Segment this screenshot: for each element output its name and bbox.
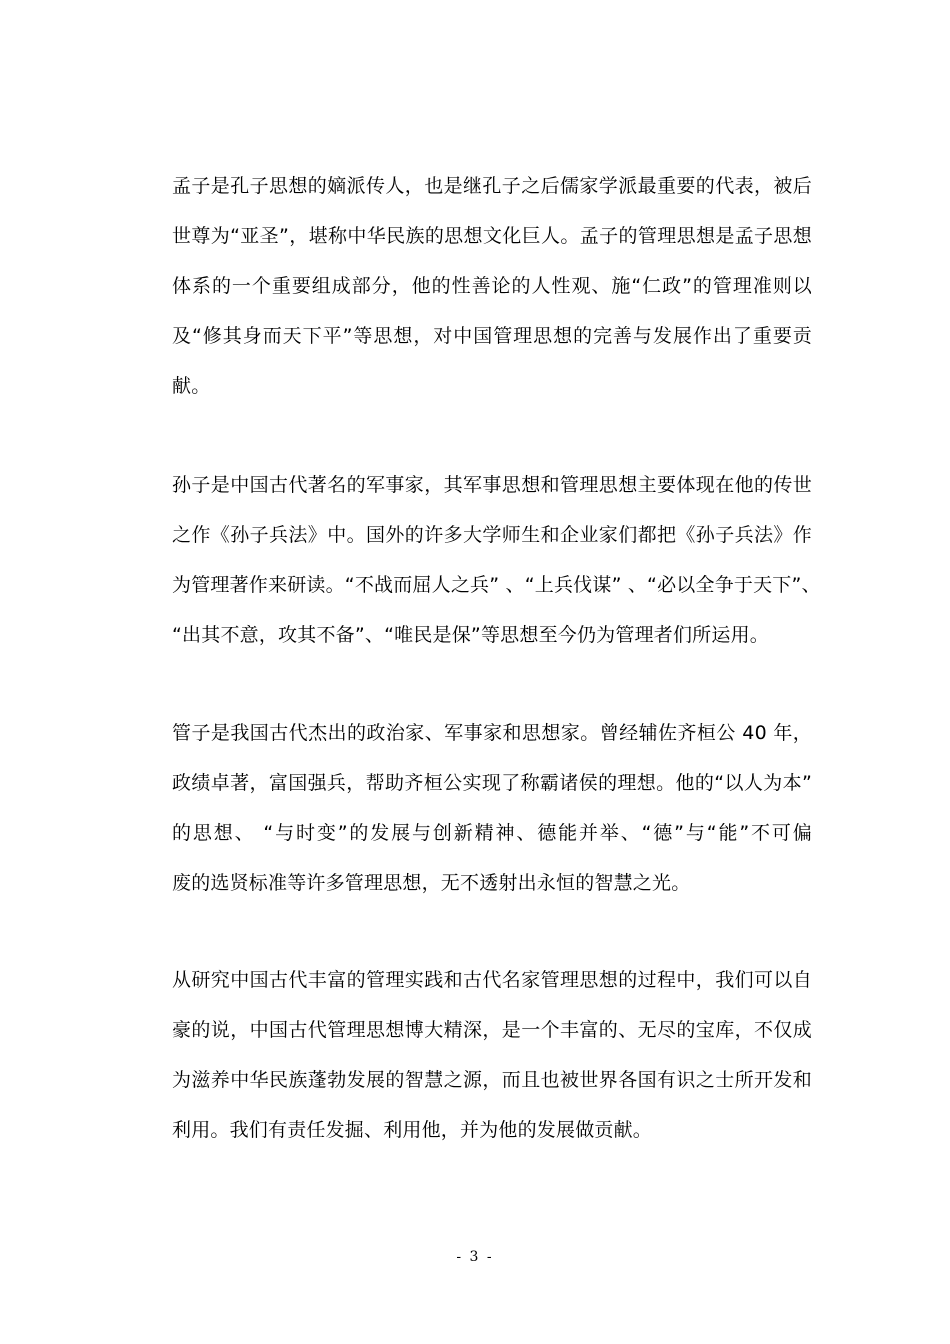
text-line: 废的选贤标准等许多管理思想，无不透射出永恒的智慧之光。 — [172, 872, 691, 894]
text-line: “出其不意，攻其不备”、“唯民是保”等思想至今仍为管理者们所运用。 — [172, 624, 769, 646]
paragraph-conclusion — [172, 955, 812, 1155]
text-line: 献。 — [172, 375, 211, 397]
paragraph-sunzi — [172, 460, 821, 660]
text-line: 的思想、 “与时变”的发展与创新精神、德能并举、“德”与“能”不可偏 — [172, 822, 812, 844]
text-line: 孟子是孔子思想的嫡派传人，也是继孔子之后儒家学派最重要的代表，被后 — [172, 175, 812, 197]
text-line: 豪的说，中国古代管理思想博大精深，是一个丰富的、无尽的宝库，不仅成 — [172, 1019, 812, 1041]
text-line: 世尊为“亚圣”，堪称中华民族的思想文化巨人。孟子的管理思想是孟子思想 — [172, 225, 812, 247]
text-line: 及“修其身而天下平”等思想，对中国管理思想的完善与发展作出了重要贡 — [172, 325, 812, 347]
text-line: 体系的一个重要组成部分，他的性善论的人性观、施“仁政”的管理准则以 — [172, 275, 812, 297]
text-line: 政绩卓著，富国强兵，帮助齐桓公实现了称霸诸侯的理想。他的“以人为本” — [172, 772, 812, 794]
paragraph-guanzi — [172, 708, 812, 908]
text-line: 为管理著作来研读。“不战而屈人之兵” 、“上兵伐谋” 、“必以全争于天下”、 — [172, 574, 821, 596]
text-line: 为滋养中华民族蓬勃发展的智慧之源，而且也被世界各国有识之士所开发和 — [172, 1069, 812, 1091]
text-line: 管子是我国古代杰出的政治家、军事家和思想家。曾经辅佐齐桓公 40 年， — [172, 722, 812, 744]
page-number: - 3 - — [456, 1249, 494, 1265]
text-line: 利用。我们有责任发掘、利用他，并为他的发展做贡献。 — [172, 1119, 653, 1141]
text-line: 孙子是中国古代著名的军事家，其军事思想和管理思想主要体现在他的传世 — [172, 474, 812, 496]
text-line: 从研究中国古代丰富的管理实践和古代名家管理思想的过程中，我们可以自 — [172, 969, 812, 991]
text-line: 之作《孙子兵法》中。国外的许多大学师生和企业家们都把《孙子兵法》作 — [172, 524, 812, 546]
paragraph-mencius — [172, 161, 812, 411]
